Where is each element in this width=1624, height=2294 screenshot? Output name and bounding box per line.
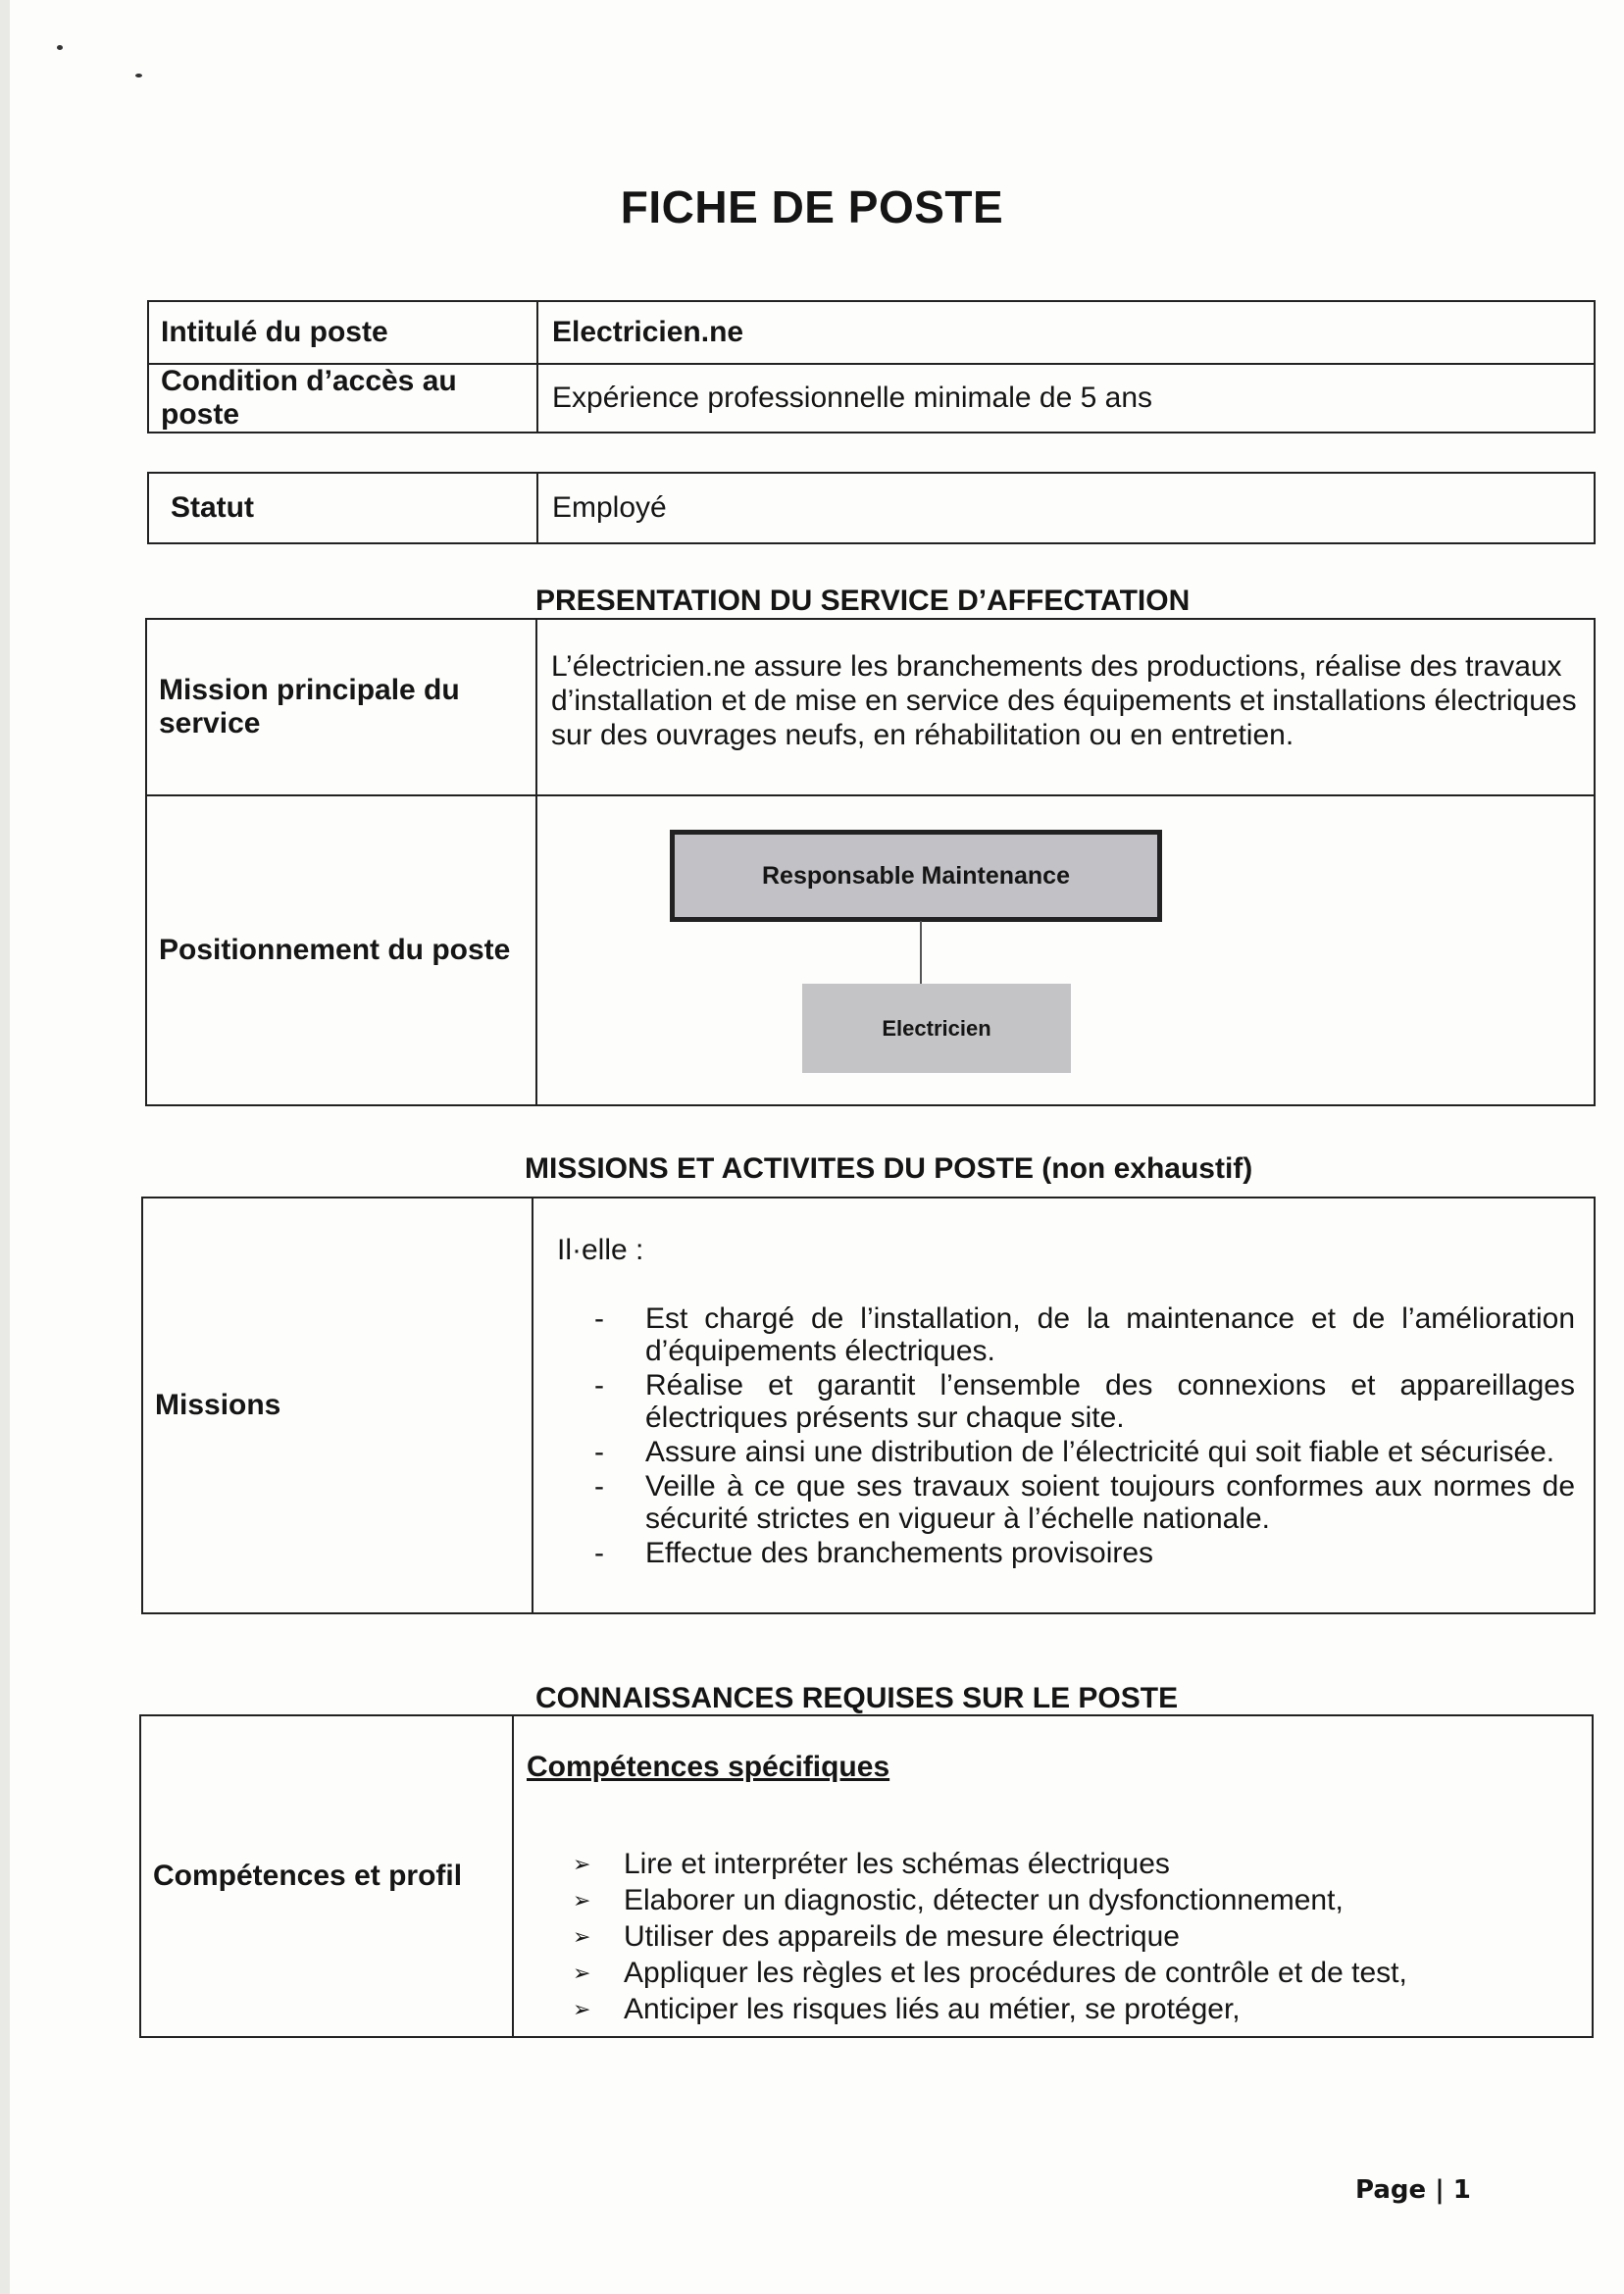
list-item: - Réalise et garantit l’ensemble des connexions et appareillages électriques présents sur chaque site. bbox=[594, 1369, 1575, 1434]
arrow-bullet-icon: ➢ bbox=[573, 1961, 591, 1985]
org-chart-box-manager: Responsable Maintenance bbox=[670, 830, 1162, 922]
mission-principale-label: Mission principale du service bbox=[146, 619, 536, 795]
arrow-bullet-icon: ➢ bbox=[573, 1852, 591, 1876]
positionnement-label: Positionnement du poste bbox=[146, 795, 536, 1105]
mission-principale-text: L’électricien.ne assure les branchements des productions, réalise des travaux d’installation et de mise en service des équipements et installations électriques sur des ouvrages neufs, en réhabilitation ou en entretien. bbox=[536, 619, 1595, 795]
statut-value: Employé bbox=[537, 473, 1595, 543]
dash-bullet: - bbox=[594, 1470, 604, 1503]
list-item: - Est chargé de l’installation, de la maintenance et de l’amélioration d’équipements électriques. bbox=[594, 1302, 1575, 1367]
table-row bbox=[148, 473, 1595, 543]
job-title-value: Electricien.ne bbox=[537, 301, 1595, 364]
statut-label: Statut bbox=[148, 473, 537, 543]
list-item: ➢ Utiliser des appareils de mesure électrique bbox=[573, 1920, 1180, 1953]
competences-subheading: Compétences spécifiques bbox=[527, 1751, 890, 1783]
scan-speck bbox=[135, 74, 142, 77]
section-heading-missions: MISSIONS ET ACTIVITES DU POSTE (non exhaustif) bbox=[525, 1152, 1253, 1185]
arrow-bullet-icon: ➢ bbox=[573, 1888, 591, 1912]
missions-list bbox=[584, 1302, 1575, 1571]
list-item: - Veille à ce que ses travaux soient toujours conformes aux normes de sécurité strictes en vigueur à l’échelle nationale. bbox=[594, 1470, 1575, 1535]
org-chart-connector bbox=[920, 921, 922, 984]
dash-bullet: - bbox=[594, 1537, 604, 1569]
list-item: ➢ Elaborer un diagnostic, détecter un dysfonctionnement, bbox=[573, 1884, 1344, 1916]
arrow-bullet-icon: ➢ bbox=[573, 1924, 591, 1949]
access-condition-label: Condition d’accès au poste bbox=[148, 364, 537, 433]
page-number: Page | 1 bbox=[1355, 2175, 1471, 2205]
list-item: ➢ Appliquer les règles et les procédures de contrôle et de test, bbox=[573, 1957, 1407, 1989]
list-item: - Effectue des branchements provisoires bbox=[594, 1537, 1154, 1569]
missions-label: Missions bbox=[142, 1198, 533, 1613]
section-heading-presentation: PRESENTATION DU SERVICE D’AFFECTATION bbox=[535, 585, 1191, 617]
competences-label: Compétences et profil bbox=[140, 1715, 513, 2037]
table-row bbox=[148, 364, 1595, 433]
job-header-table bbox=[147, 300, 1596, 433]
table-row bbox=[148, 301, 1595, 364]
list-item: ➢ Lire et interpréter les schémas électriques bbox=[573, 1848, 1170, 1880]
dash-bullet: - bbox=[594, 1302, 604, 1335]
list-item: ➢ Anticiper les risques liés au métier, se protéger, bbox=[573, 1993, 1241, 2025]
competences-list bbox=[573, 1846, 1407, 2027]
document-title: FICHE DE POSTE bbox=[620, 181, 1004, 232]
section-heading-connaissances: CONNAISSANCES REQUISES SUR LE POSTE bbox=[535, 1682, 1179, 1714]
dash-bullet: - bbox=[594, 1436, 604, 1468]
missions-intro: Il·elle : bbox=[557, 1234, 644, 1266]
org-chart-box-employee: Electricien bbox=[802, 984, 1071, 1073]
job-title-label: Intitulé du poste bbox=[148, 301, 537, 364]
arrow-bullet-icon: ➢ bbox=[573, 1997, 591, 2021]
statut-table bbox=[147, 472, 1596, 544]
access-condition-value: Expérience professionnelle minimale de 5 ans bbox=[537, 364, 1595, 433]
list-item: - Assure ainsi une distribution de l’électricité qui soit fiable et sécurisée. bbox=[594, 1436, 1555, 1468]
scan-speck bbox=[57, 45, 63, 50]
dash-bullet: - bbox=[594, 1369, 604, 1402]
table-row bbox=[146, 619, 1595, 795]
scan-edge bbox=[0, 0, 10, 2294]
